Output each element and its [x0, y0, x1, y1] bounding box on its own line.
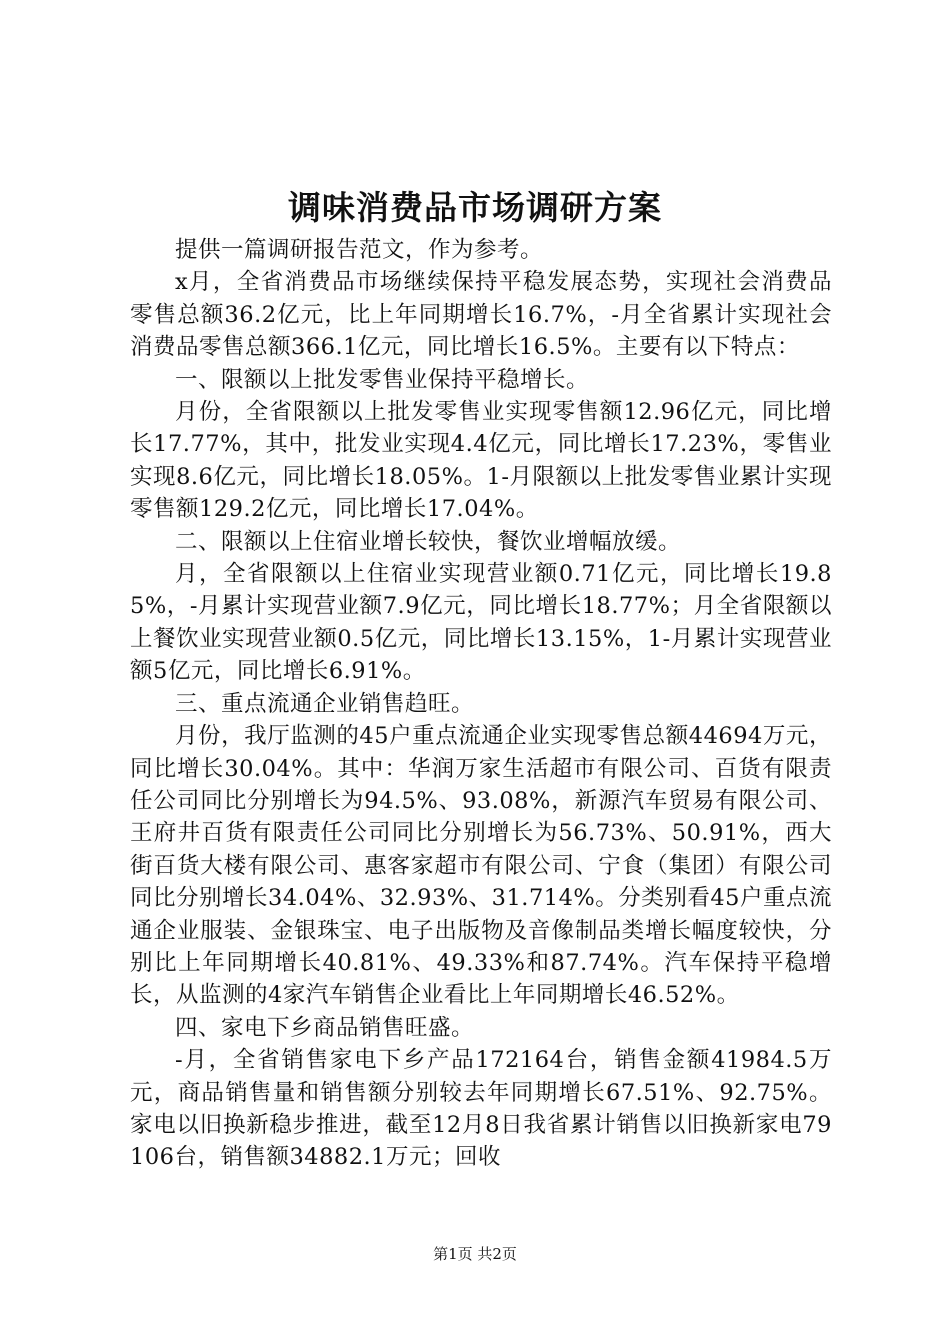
- document-body: [130, 234, 832, 1174]
- section-heading-2: 二、限额以上住宿业增长较快，餐饮业增幅放缓。: [175, 528, 682, 555]
- section-heading-4: 四、家电下乡商品销售旺盛。: [175, 1014, 475, 1041]
- paragraph-section-4: -月，全省销售家电下乡产品172164台，销售金额41984.5万元，商品销售量和销售额分别较去年同期增长67.51%、92.75%。家电以旧换新稳步推进，截至12月8日我省累计销售以旧换新家电79106台，销售额34882.1万元；回收: [130, 1047, 832, 1171]
- section-heading-3: 三、重点流通企业销售趋旺。: [175, 690, 475, 717]
- section-heading-1: 一、限额以上批发零售业保持平稳增长。: [175, 366, 590, 393]
- page-number-footer: 第1页 共2页: [433, 1245, 517, 1263]
- paragraph-overview: x月，全省消费品市场继续保持平稳发展态势，实现社会消费品零售总额36.2亿元，比上年同期增长16.7%，-月全省累计实现社会消费品零售总额366.1亿元，同比增长16.5%。主要有以下特点：: [130, 269, 832, 361]
- paragraph-intro: 提供一篇调研报告范文，作为参考。: [175, 237, 544, 263]
- paragraph-section-2: 月，全省限额以上住宿业实现营业额0.71亿元，同比增长19.85%，-月累计实现营业额7.9亿元，同比增长18.77%；月全省限额以上餐饮业实现营业额0.5亿元，同比增长13.15%，1-月累计实现营业额5亿元，同比增长6.91%。: [130, 561, 832, 685]
- paragraph-section-3: 月份，我厅监测的45户重点流通企业实现零售总额44694万元，同比增长30.04%。其中：华润万家生活超市有限公司、百货有限责任公司同比分别增长为94.5%、93.08%，新源汽车贸易有限公司、王府井百货有限责任公司同比分别增长为56.73%、50.91%，西大街百货大楼有限公司、惠客家超市有限公司、宁食（集团）有限公司同比分别增长34.04%、32.93%、31.714%。分类别看45户重点流通企业服装、金银珠宝、电子出版物及音像制品类增长幅度较快，分别比上年同期增长40.81%、49.33%和87.74%。汽车保持平稳增长，从监测的4家汽车销售企业看比上年同期增长46.52%。: [130, 723, 832, 1009]
- document-title: 调味消费品市场调研方案: [288, 188, 662, 227]
- paragraph-section-1: 月份，全省限额以上批发零售业实现零售额12.96亿元，同比增长17.77%，其中，批发业实现4.4亿元，同比增长17.23%，零售业实现8.6亿元，同比增长18.05%。1-月限额以上批发零售业累计实现零售额129.2亿元，同比增长17.04%。: [130, 399, 832, 523]
